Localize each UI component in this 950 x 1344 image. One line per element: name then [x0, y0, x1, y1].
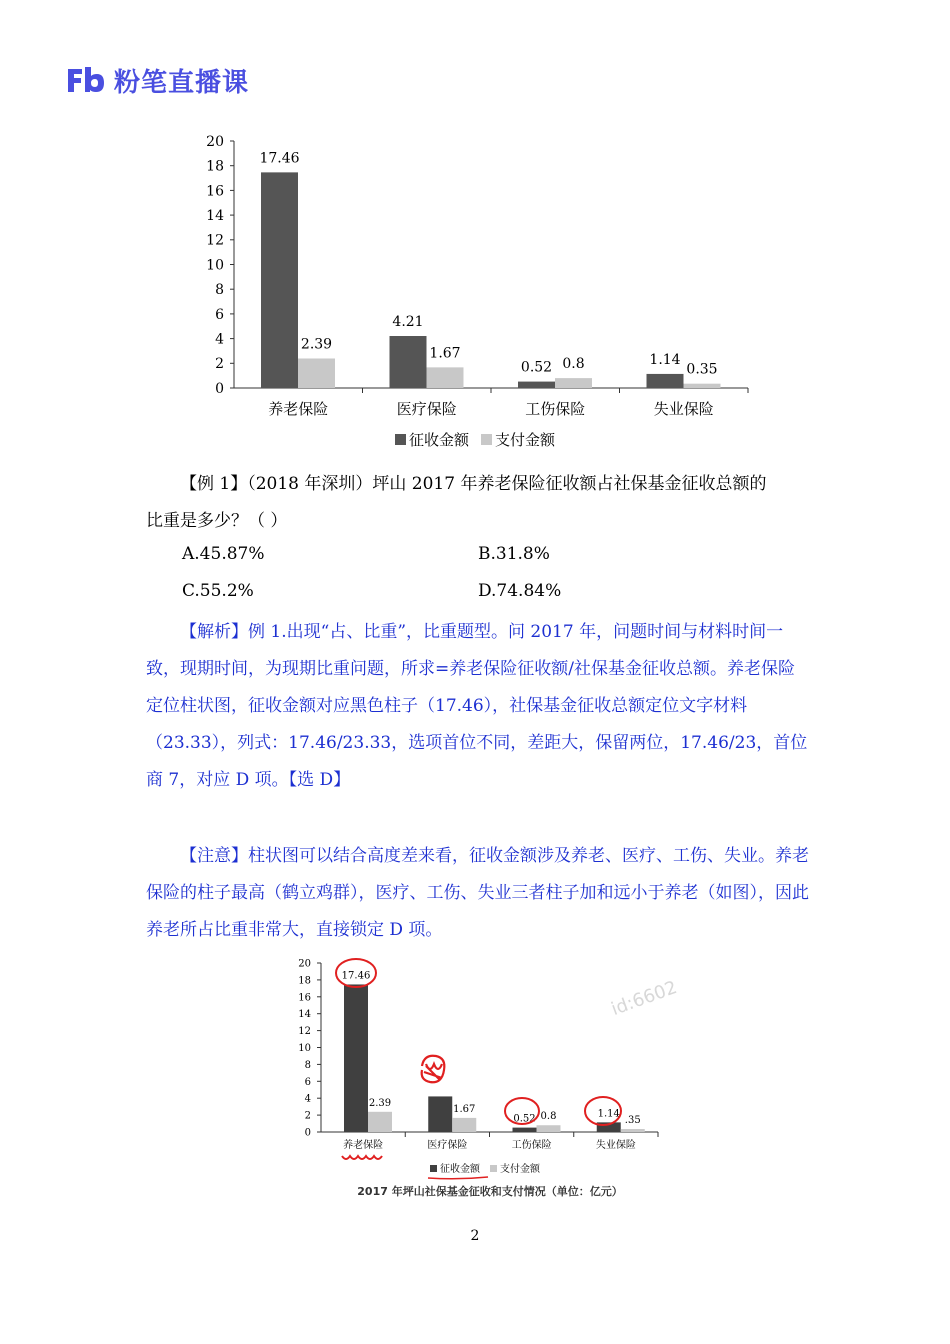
question-block — [146, 466, 810, 540]
data-label: 17.46 — [341, 970, 371, 982]
y-tick-label: 20 — [206, 133, 224, 150]
analysis-block — [146, 614, 810, 799]
page-number: 2 — [470, 1228, 480, 1244]
bar — [518, 382, 555, 388]
bar — [298, 358, 335, 388]
annotated-bar-chart — [290, 948, 690, 1180]
y-tick-label: 16 — [298, 992, 311, 1004]
y-tick-label: 8 — [304, 1059, 311, 1071]
brand-name: 粉笔直播课 — [114, 67, 250, 98]
data-label: 0.52 — [513, 1113, 536, 1125]
option-a[interactable]: A.45.87% — [182, 544, 265, 564]
legend-label: 支付金额 — [495, 431, 556, 449]
x-category-label: 工伤保险 — [511, 1140, 552, 1151]
bar — [428, 1096, 452, 1132]
analysis-text: 【解析】例 1.出现“占、比重”，比重题型。问 2017 年，问题时间与材料时间一致，现期时间，为现期比重问题，所求=养老保险征收额/社保基金征收总额。养老保险定位柱状图，征收金额对应黑色柱子（17.46），社保基金征收总额定位文字材料（23.33），列式：17.46/23.33，选项首位不同，差距大，保留两位，17.46/23，首位商 7，对应 D 项。【选 D】 — [146, 622, 808, 790]
insurance-bar-chart — [180, 125, 760, 455]
y-tick-label: 0 — [215, 380, 224, 397]
note-block — [146, 838, 810, 949]
x-category-label: 工伤保险 — [525, 400, 586, 418]
data-label: 2.39 — [300, 336, 333, 353]
legend-label: 征收金额 — [440, 1164, 480, 1175]
legend-label: 支付金额 — [500, 1164, 540, 1175]
legend-swatch — [481, 434, 492, 445]
bar — [647, 374, 684, 388]
note-text: 【注意】柱状图可以结合高度差来看，征收金额涉及养老、医疗、工伤、失业。养老保险的柱子最高（鹤立鸡群），医疗、工伤、失业三者柱子加和远小于养老（如图），因此养老所占比重非常大，直接锁定 D 项。 — [146, 846, 809, 940]
x-category-label: 医疗保险 — [396, 400, 457, 418]
y-tick-label: 2 — [215, 356, 224, 373]
legend-swatch — [430, 1165, 437, 1172]
legend-label: 征收金额 — [409, 431, 470, 449]
y-tick-label: 4 — [304, 1093, 311, 1105]
y-tick-label: 6 — [304, 1076, 311, 1088]
bar — [513, 1128, 537, 1132]
data-label: 1.14 — [649, 351, 681, 368]
question-text-line2: 比重是多少？（ ） — [146, 511, 288, 531]
bar — [390, 336, 427, 388]
data-label: 0.52 — [520, 359, 553, 376]
question-text-line1: 【例 1】（2018 年深圳）坪山 2017 年养老保险征收额占社保基金征收总额的 — [180, 474, 767, 494]
y-tick-label: 8 — [215, 282, 224, 299]
data-label: .35 — [624, 1115, 641, 1127]
data-label: 1.67 — [453, 1103, 476, 1115]
x-category-label: 失业保险 — [595, 1140, 636, 1151]
data-label: 0.8 — [540, 1111, 557, 1123]
y-tick-label: 14 — [206, 208, 224, 224]
legend-swatch — [490, 1165, 497, 1172]
data-label: 1.67 — [429, 345, 461, 362]
x-category-label: 医疗保险 — [427, 1140, 468, 1151]
bar — [452, 1118, 476, 1132]
data-label: 0.35 — [686, 361, 718, 378]
data-label: 1.14 — [597, 1108, 620, 1120]
bar — [537, 1125, 561, 1132]
x-category-label: 养老保险 — [343, 1140, 384, 1151]
fb-logo-icon — [66, 65, 106, 95]
data-label: 2.39 — [368, 1097, 392, 1109]
x-category-label: 失业保险 — [653, 400, 714, 418]
annotation-scribble — [422, 1056, 445, 1083]
option-b[interactable]: B.31.8% — [478, 544, 550, 564]
data-label: 17.46 — [259, 150, 300, 167]
y-tick-label: 2 — [304, 1110, 311, 1122]
annotation-underline — [342, 1156, 382, 1159]
y-tick-label: 4 — [215, 331, 224, 348]
y-tick-label: 14 — [298, 1009, 311, 1021]
chart2-caption: 2017 年坪山社保基金征收和支付情况（单位：亿元） — [357, 1185, 623, 1198]
data-label: 4.21 — [392, 314, 424, 331]
bar — [684, 384, 721, 388]
brand-logo — [66, 62, 249, 98]
bar — [261, 172, 298, 388]
bar — [368, 1112, 392, 1132]
bar — [621, 1129, 645, 1132]
y-tick-label: 6 — [215, 306, 224, 323]
y-tick-label: 0 — [304, 1127, 311, 1139]
y-tick-label: 16 — [206, 183, 224, 200]
legend-swatch — [395, 434, 406, 445]
y-tick-label: 18 — [206, 158, 224, 175]
annotation-underline — [428, 1177, 488, 1179]
watermark: id:6602 — [608, 976, 680, 1021]
data-label: 0.8 — [562, 356, 585, 373]
y-tick-label: 10 — [206, 257, 224, 274]
y-tick-label: 12 — [298, 1026, 311, 1038]
option-c[interactable]: C.55.2% — [182, 581, 254, 601]
y-tick-label: 10 — [298, 1043, 311, 1054]
bar — [555, 378, 592, 388]
x-category-label: 养老保险 — [268, 400, 329, 418]
y-tick-label: 20 — [298, 958, 311, 970]
bar — [427, 367, 464, 388]
bar — [344, 984, 368, 1132]
y-tick-label: 18 — [298, 975, 311, 987]
y-tick-label: 12 — [206, 232, 224, 249]
option-d[interactable]: D.74.84% — [478, 581, 562, 601]
